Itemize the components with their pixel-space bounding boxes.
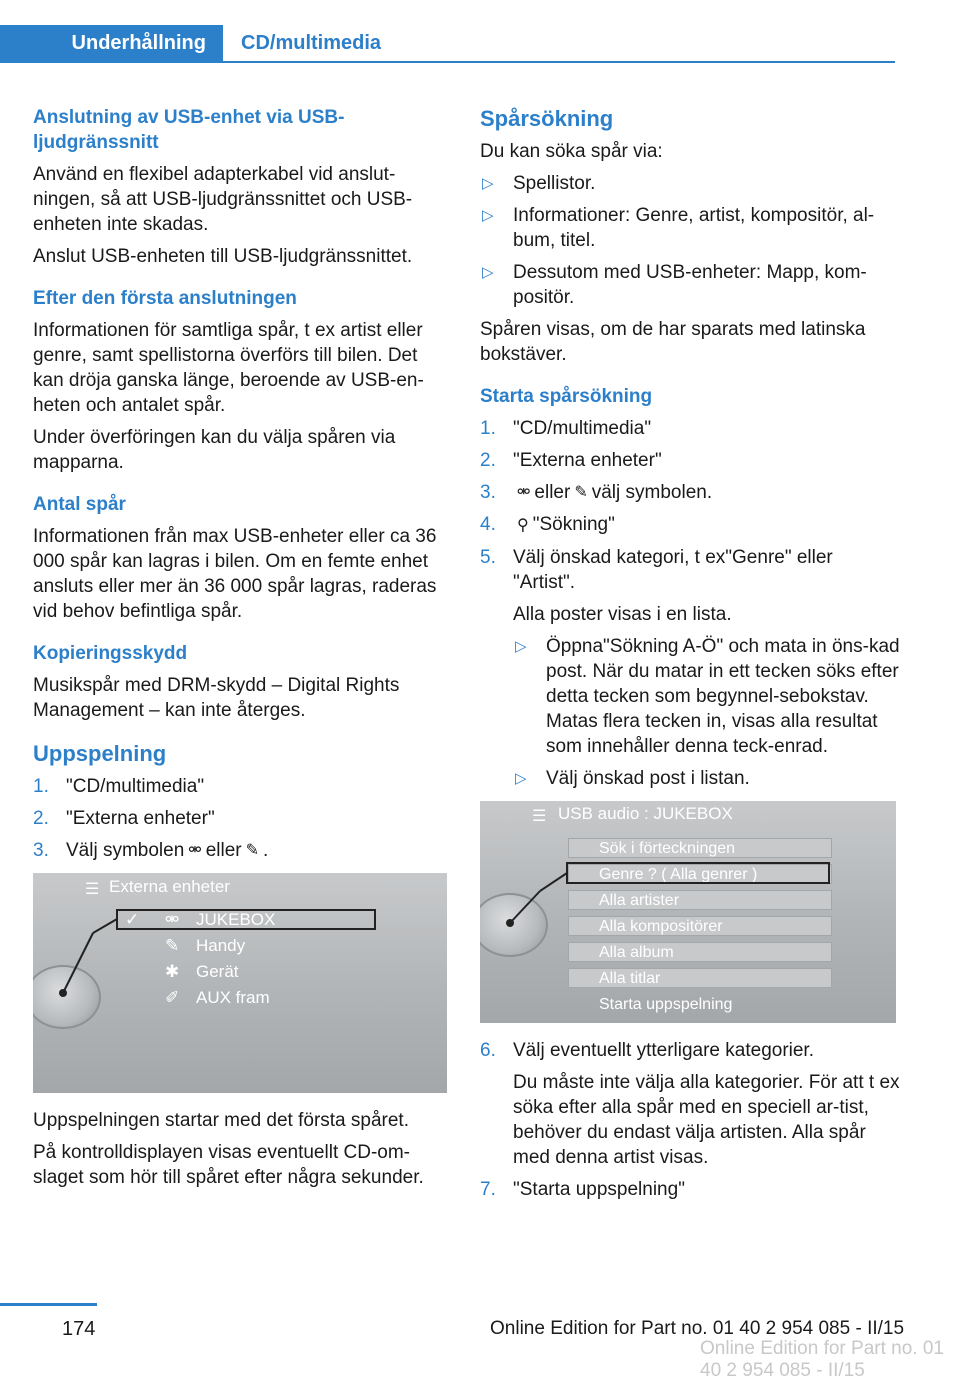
right-column bbox=[480, 105, 900, 1209]
list-item: 3. Välj symbolen ⚮ eller ✎ . bbox=[33, 838, 445, 863]
aux-icon: ✐ bbox=[165, 988, 180, 1008]
list-item: ▷ Informationer: Genre, artist, kompositör, al-bum, titel. bbox=[482, 205, 875, 251]
menu-icon: ☰ bbox=[85, 881, 100, 899]
footer-rule bbox=[0, 1303, 97, 1306]
track-count-title: Antal spår bbox=[33, 494, 126, 515]
list-item: Alla album bbox=[568, 942, 832, 962]
track-search-title: Spårsökning bbox=[480, 106, 614, 131]
list-item: 1. "CD/multimedia" bbox=[480, 418, 652, 439]
search-steps-continued bbox=[480, 1038, 900, 1202]
pointer-lines bbox=[33, 873, 447, 1093]
list-item: 6. Välj eventuellt ytterligare kategorier. Du måste inte välja alla kategorier. För att t ex söka efter alla spår med en speciell ar-tist, behöver du endast välja artisten. Alla spår med denna artist visas. bbox=[480, 1039, 900, 1168]
list-item: Starta uppspelning bbox=[599, 995, 733, 1013]
list-item: Sök i förteckningen bbox=[568, 838, 832, 858]
edition-text: Online Edition for Part no. 01 40 2 954 085 - II/15 bbox=[490, 1318, 905, 1339]
list-item: AUX fram bbox=[196, 988, 270, 1008]
usb-icon: ⚮ bbox=[517, 484, 531, 502]
header-tabs bbox=[0, 25, 895, 63]
usb-icon: ⚮ bbox=[188, 842, 202, 860]
latin-letters-text: Spåren visas, om de har sparats med latinska bokstäver. bbox=[480, 319, 866, 365]
list-item: ▷ Spellistor. bbox=[482, 173, 596, 194]
tab-underhallning[interactable]: Underhållning bbox=[0, 25, 223, 61]
phone-icon: ✎ bbox=[165, 936, 180, 956]
step6-text: Du måste inte välja alla kategorier. För att t ex söka efter alla spår med en speciell ar-tist, behöver du endast välja artisten. Alla spår med denna artist visas. bbox=[513, 1071, 900, 1168]
sub-options bbox=[513, 634, 900, 791]
left-column bbox=[33, 105, 445, 1190]
triangle-bullet-icon: ▷ bbox=[482, 175, 494, 192]
first-connection-text: Informationen för samtliga spår, t ex artist eller genre, samt spellistorna överförs till bilen. Det kan dröja ganska länge, beroende av USB-en-heten och antalet spår. bbox=[33, 320, 424, 416]
watermark-text: Online Edition for Part no. 01 40 2 954 085 - II/15 bbox=[700, 1338, 944, 1381]
step5-text: Alla poster visas i en lista. bbox=[513, 603, 732, 625]
screen-title: USB audio : JUKEBOX bbox=[558, 803, 733, 823]
search-options bbox=[480, 171, 900, 310]
usb-audio-screenshot bbox=[480, 801, 896, 1023]
check-icon: ✓ bbox=[125, 910, 140, 930]
playback-steps bbox=[33, 774, 445, 863]
list-item: ▷ Dessutom med USB-enheter: Mapp, kom-positör. bbox=[482, 262, 867, 308]
usb-connect-text-2: Anslut USB-enheten till USB-ljudgränssnittet. bbox=[33, 246, 413, 267]
list-item: 4. ⚲ "Sökning" bbox=[480, 512, 900, 537]
external-devices-screenshot bbox=[33, 873, 447, 1093]
first-connection-text-2: Under överföringen kan du välja spåren via mapparna. bbox=[33, 427, 396, 473]
list-item: ▷ Välj önskad post i listan. bbox=[515, 767, 750, 789]
list-item: 7. "Starta uppspelning" bbox=[480, 1178, 685, 1200]
usb-connect-title: Anslutning av USB-enhet via USB-ljudgränssnitt bbox=[33, 107, 345, 153]
tab-cd-multimedia[interactable]: CD/multimedia bbox=[241, 32, 382, 54]
copy-protection-text: Musikspår med DRM-skydd – Digital Rights Management – kan inte återges. bbox=[33, 675, 400, 721]
search-icon: ⚲ bbox=[517, 516, 529, 534]
first-connection-title: Efter den första anslutningen bbox=[33, 288, 297, 309]
playback-start-text: Uppspelningen startar med det första spåret. bbox=[33, 1110, 409, 1132]
list-item: 3. ⚮ eller ✎ välj symbolen. bbox=[480, 480, 900, 505]
triangle-bullet-icon: ▷ bbox=[482, 207, 494, 224]
pointer-lines bbox=[480, 801, 896, 1023]
usb-icon: ⚮ bbox=[165, 910, 180, 930]
list-item: Genre ? ( Alla genrer ) bbox=[568, 864, 832, 884]
list-item: 5. Välj önskad kategori, t ex"Genre" eller "Artist". Alla poster visas i en lista. ▷ Öppna"Sökning A-Ö" och mata in öns-kad post. När du matar in ett tecken söks efter detta tecken som begynnel-sebokstav. Matas flera tecken in, visas alla resultat som innehåller denna teck-enrad. ▷ Välj önskad post i listan. bbox=[480, 546, 900, 789]
list-item: Alla artister bbox=[568, 890, 832, 910]
list-item: JUKEBOX bbox=[196, 910, 276, 930]
track-count-text: Informationen från max USB-enheter eller ca 36 000 spår kan lagras i bilen. Om en femte enhet ansluts eller mer än 36 000 spår lagras, raderas vid behov befintliga spår. bbox=[33, 526, 437, 622]
search-steps bbox=[480, 416, 900, 791]
usb-connect-text: Använd en flexibel adapterkabel vid anslut-ningen, så att USB-ljudgränssnittet och USB-enheten inte skadas. bbox=[33, 164, 413, 235]
triangle-bullet-icon: ▷ bbox=[515, 637, 527, 655]
phone-device-icon: ✎ bbox=[574, 484, 588, 502]
bluetooth-icon: ✱ bbox=[165, 962, 180, 982]
list-item: 1. "CD/multimedia" bbox=[33, 776, 205, 797]
page-number: 174 bbox=[62, 1318, 96, 1340]
cd-cover-text: På kontrolldisplayen visas eventuellt CD-om-slaget som hör till spåret efter några sekunder. bbox=[33, 1142, 424, 1189]
list-item: 2. "Externa enheter" bbox=[480, 450, 662, 471]
copy-protection-title: Kopieringsskydd bbox=[33, 643, 188, 664]
menu-icon: ☰ bbox=[532, 807, 547, 825]
list-item: Handy bbox=[196, 936, 246, 956]
triangle-bullet-icon: ▷ bbox=[482, 264, 494, 281]
start-search-title: Starta spårsökning bbox=[480, 386, 653, 407]
screen-title: Externa enheter bbox=[109, 877, 230, 897]
list-item: Alla titlar bbox=[568, 968, 832, 988]
list-item: ▷ Öppna"Sökning A-Ö" och mata in öns-kad post. När du matar in ett tecken söks efter detta tecken som begynnel-sebokstav. Matas flera tecken in, visas alla resultat som innehåller denna teck-enrad. bbox=[515, 635, 900, 757]
list-item: Alla kompositörer bbox=[568, 916, 832, 936]
phone-device-icon: ✎ bbox=[245, 842, 259, 860]
track-search-intro: Du kan söka spår via: bbox=[480, 141, 663, 162]
triangle-bullet-icon: ▷ bbox=[515, 769, 527, 787]
list-item: 2. "Externa enheter" bbox=[33, 808, 215, 829]
list-item: Gerät bbox=[196, 962, 239, 982]
playback-title: Uppspelning bbox=[33, 741, 167, 766]
